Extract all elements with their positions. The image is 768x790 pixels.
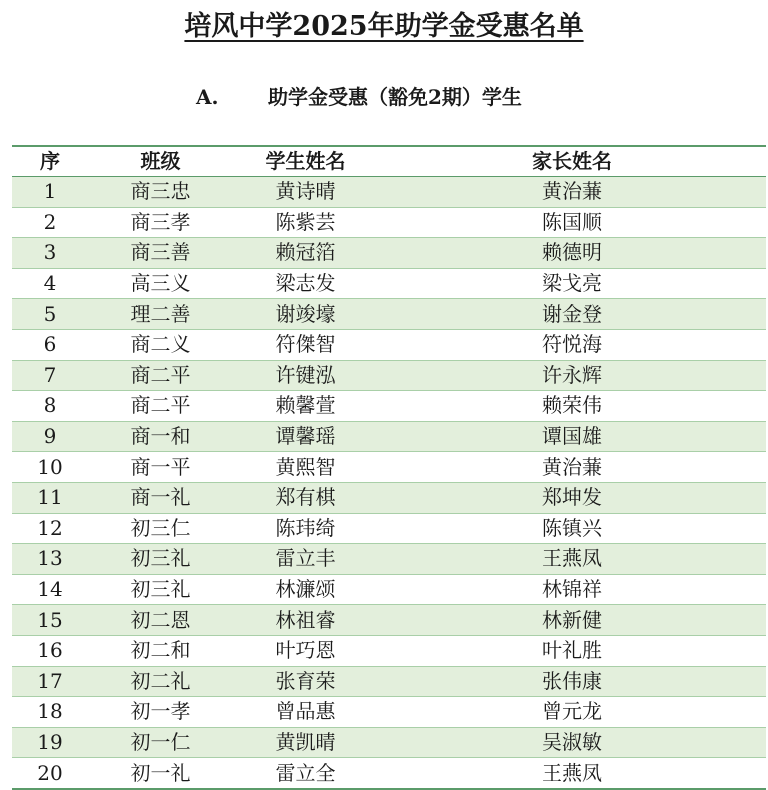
section-letter: A. (196, 85, 219, 109)
cell-class: 商二平 (130, 362, 191, 387)
cell-class: 初三礼 (130, 577, 191, 602)
cell-serial: 6 (43, 332, 57, 357)
cell-serial: 15 (37, 607, 63, 632)
table-row (12, 605, 766, 636)
table-row (12, 482, 766, 513)
cell-student-name: 雷立全 (275, 760, 336, 785)
cell-serial: 9 (43, 424, 57, 449)
cell-student-name: 叶巧恩 (275, 638, 336, 663)
cell-class: 商一平 (130, 454, 191, 479)
cell-serial: 8 (43, 393, 57, 418)
table-row (12, 544, 766, 575)
cell-parent-name: 赖荣伟 (542, 393, 602, 418)
section-heading (0, 82, 768, 112)
cell-class: 理二善 (130, 301, 191, 326)
table-row (12, 666, 766, 697)
table-row (12, 513, 766, 544)
cell-parent-name: 谢金登 (542, 301, 602, 326)
cell-class: 商二平 (130, 393, 191, 418)
cell-class: 初一孝 (130, 699, 191, 724)
cell-parent-name: 王燕凤 (542, 760, 602, 785)
cell-class: 初一礼 (130, 760, 191, 785)
cell-parent-name: 林锦祥 (542, 577, 602, 602)
table-row (12, 421, 766, 452)
cell-serial: 12 (37, 515, 63, 540)
cell-class: 初三仁 (130, 515, 191, 540)
table-header (12, 146, 766, 177)
table-row (12, 635, 766, 666)
cell-student-name: 黄熙智 (275, 454, 336, 479)
table-row (12, 207, 766, 238)
cell-student-name: 雷立丰 (275, 546, 336, 571)
cell-student-name: 张育荣 (275, 668, 336, 693)
cell-serial: 19 (37, 729, 63, 754)
cell-student-name: 陈紫芸 (275, 209, 336, 234)
table-row (12, 574, 766, 605)
cell-parent-name: 赖德明 (542, 240, 602, 265)
cell-class: 初二恩 (130, 607, 191, 632)
cell-student-name: 黄凯晴 (275, 729, 336, 754)
cell-parent-name: 陈镇兴 (542, 515, 602, 540)
cell-class: 商一礼 (130, 485, 191, 510)
table-row (12, 177, 766, 208)
cell-class: 初二礼 (130, 668, 191, 693)
cell-parent-name: 梁戈亮 (542, 271, 602, 296)
cell-student-name: 黄诗晴 (275, 179, 336, 204)
table-row (12, 758, 766, 789)
cell-serial: 7 (43, 362, 57, 387)
table-row (12, 299, 766, 330)
header-row (12, 146, 766, 177)
cell-serial: 11 (37, 485, 63, 510)
cell-parent-name: 王燕凤 (542, 546, 602, 571)
cell-serial: 3 (43, 240, 57, 265)
header-serial: 序 (12, 146, 88, 177)
cell-serial: 1 (43, 179, 57, 204)
cell-serial: 14 (37, 577, 63, 602)
cell-student-name: 赖馨萱 (275, 393, 336, 418)
cell-parent-name: 黄治蒹 (542, 179, 602, 204)
cell-serial: 20 (37, 760, 63, 785)
table-row (12, 452, 766, 483)
cell-student-name: 林濂颂 (275, 577, 336, 602)
cell-class: 商一和 (130, 424, 191, 449)
cell-student-name: 符傑智 (275, 332, 336, 357)
cell-serial: 18 (37, 699, 63, 724)
cell-student-name: 郑有棋 (275, 485, 336, 510)
cell-serial: 13 (37, 546, 63, 571)
cell-parent-name: 郑坤发 (542, 485, 602, 510)
cell-class: 商三孝 (130, 209, 191, 234)
cell-student-name: 林祖睿 (275, 607, 336, 632)
cell-student-name: 许键泓 (275, 362, 336, 387)
table-row (12, 391, 766, 422)
cell-serial: 16 (37, 638, 63, 663)
cell-parent-name: 吴淑敏 (542, 729, 602, 754)
cell-serial: 2 (43, 209, 57, 234)
cell-class: 商二义 (130, 332, 191, 357)
table-body (12, 177, 766, 789)
document-title-text: 培风中学2025年助学金受惠名单 (184, 11, 584, 42)
cell-parent-name: 符悦海 (542, 332, 602, 357)
cell-class: 初三礼 (130, 546, 191, 571)
cell-serial: 4 (43, 271, 57, 296)
cell-parent-name: 黄治蒹 (542, 454, 602, 479)
cell-student-name: 曾品惠 (275, 699, 336, 724)
document-title (0, 10, 768, 44)
cell-serial: 5 (43, 301, 57, 326)
cell-class: 商三忠 (130, 179, 191, 204)
header-parent-name: 家长姓名 (378, 146, 766, 177)
cell-class: 初二和 (130, 638, 191, 663)
header-class: 班级 (88, 146, 233, 177)
section-title: 助学金受惠（豁免2期）学生 (268, 85, 522, 109)
table-row (12, 697, 766, 728)
recipient-table (12, 145, 766, 790)
cell-class: 商三善 (130, 240, 191, 265)
header-student-name: 学生姓名 (233, 146, 378, 177)
cell-parent-name: 张伟康 (542, 668, 602, 693)
table-row (12, 329, 766, 360)
cell-parent-name: 许永辉 (542, 362, 602, 387)
cell-student-name: 谭馨瑶 (275, 424, 336, 449)
cell-serial: 10 (37, 454, 63, 479)
cell-class: 高三义 (130, 271, 191, 296)
cell-student-name: 赖冠箔 (275, 240, 336, 265)
table-row (12, 727, 766, 758)
table-row (12, 268, 766, 299)
cell-parent-name: 谭国雄 (542, 424, 602, 449)
table-row (12, 360, 766, 391)
cell-student-name: 谢竣壕 (275, 301, 336, 326)
cell-parent-name: 叶礼胜 (542, 638, 602, 663)
cell-parent-name: 陈国顺 (542, 209, 602, 234)
cell-student-name: 梁志发 (275, 271, 336, 296)
cell-serial: 17 (37, 668, 63, 693)
cell-parent-name: 林新健 (542, 607, 602, 632)
cell-student-name: 陈玮绮 (275, 515, 336, 540)
table-row (12, 238, 766, 269)
cell-class: 初一仁 (130, 729, 191, 754)
cell-parent-name: 曾元龙 (542, 699, 602, 724)
